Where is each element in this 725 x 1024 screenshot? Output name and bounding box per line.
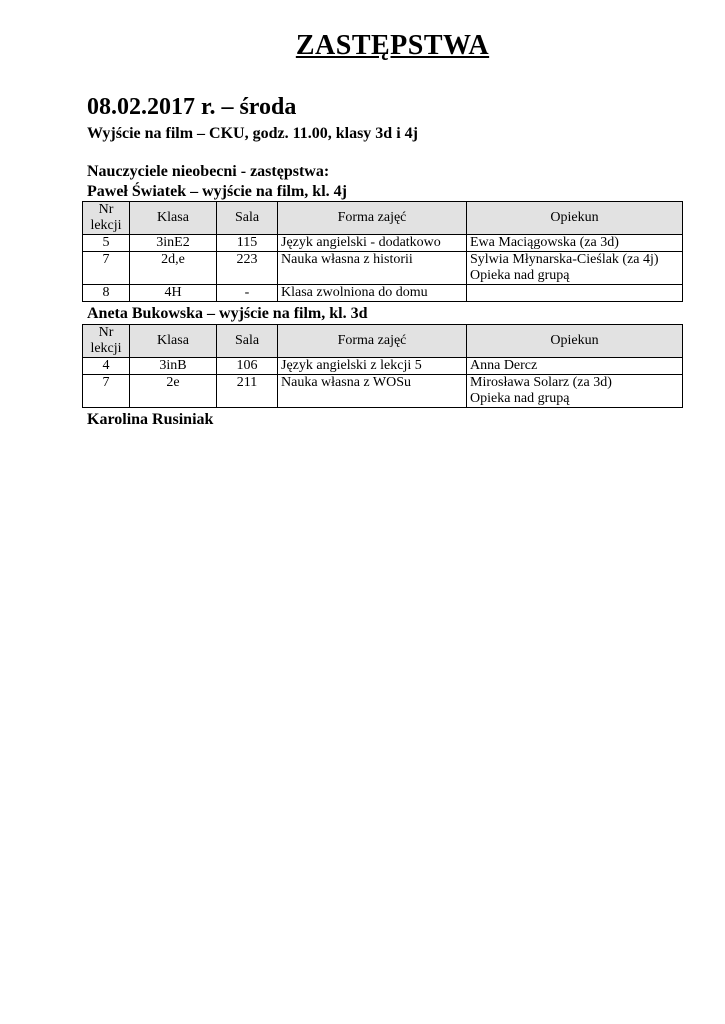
cell-sala: 223 [217, 252, 278, 285]
page-title: ZASTĘPSTWA [295, 30, 490, 61]
cell-nr: 7 [83, 252, 130, 285]
cell-forma: Język angielski - dodatkowo [278, 235, 467, 252]
cell-klasa: 2d,e [130, 252, 217, 285]
table-row [83, 375, 683, 408]
cell-opiekun-line1: Ewa Maciągowska (za 3d) [470, 235, 619, 250]
cell-opiekun-line1: Anna Dercz [470, 358, 538, 373]
header-klasa: Klasa [130, 325, 217, 358]
header-nr [83, 202, 130, 235]
cell-forma: Nauka własna z WOSu [278, 375, 467, 408]
cell-opiekun-line1: Sylwia Młynarska-Cieślak (za 4j) [470, 252, 659, 267]
teacher-heading-3: Karolina Rusiniak [87, 411, 214, 428]
header-nr-line1: Nr [98, 325, 114, 340]
cell-nr: 5 [83, 235, 130, 252]
table-row [83, 358, 683, 375]
header-opiekun: Opiekun [467, 202, 683, 235]
cell-opiekun [467, 252, 683, 285]
cell-opiekun [467, 375, 683, 408]
table-header-row [83, 325, 683, 358]
header-nr [83, 325, 130, 358]
header-opiekun: Opiekun [467, 325, 683, 358]
cell-klasa: 3inB [130, 358, 217, 375]
event-info: Wyjście na film – CKU, godz. 11.00, klasy 3d i 4j [87, 125, 418, 142]
cell-nr: 4 [83, 358, 130, 375]
table-row [83, 235, 683, 252]
cell-forma: Klasa zwolniona do domu [278, 285, 467, 302]
header-sala: Sala [217, 202, 278, 235]
header-nr-line2: lekcji [90, 218, 122, 233]
cell-klasa: 4H [130, 285, 217, 302]
cell-sala: 115 [217, 235, 278, 252]
substitution-table-2 [82, 324, 683, 408]
cell-nr: 8 [83, 285, 130, 302]
substitution-table-1 [82, 201, 683, 302]
cell-klasa: 2e [130, 375, 217, 408]
cell-forma: Nauka własna z historii [278, 252, 467, 285]
header-klasa: Klasa [130, 202, 217, 235]
cell-opiekun-line2: Opieka nad grupą [470, 391, 570, 406]
header-sala: Sala [217, 325, 278, 358]
cell-sala: 211 [217, 375, 278, 408]
table-row [83, 252, 683, 285]
section-heading: Nauczyciele nieobecni - zastępstwa: [87, 163, 330, 180]
cell-nr: 7 [83, 375, 130, 408]
cell-klasa: 3inE2 [130, 235, 217, 252]
cell-opiekun [467, 358, 683, 375]
header-nr-line2: lekcji [90, 341, 122, 356]
cell-forma: Język angielski z lekcji 5 [278, 358, 467, 375]
header-nr-line1: Nr [98, 202, 114, 217]
teacher-heading-2: Aneta Bukowska – wyjście na film, kl. 3d [87, 305, 368, 322]
cell-opiekun [467, 285, 683, 302]
header-forma: Forma zajęć [278, 325, 467, 358]
table-row [83, 285, 683, 302]
cell-sala: 106 [217, 358, 278, 375]
header-forma: Forma zajęć [278, 202, 467, 235]
cell-sala: - [217, 285, 278, 302]
cell-opiekun [467, 235, 683, 252]
table-header-row [83, 202, 683, 235]
cell-opiekun-line1: Mirosława Solarz (za 3d) [470, 375, 612, 390]
date-heading: 08.02.2017 r. – środa [87, 94, 297, 120]
teacher-heading-1: Paweł Światek – wyjście na film, kl. 4j [87, 183, 347, 200]
cell-opiekun-line2: Opieka nad grupą [470, 268, 570, 283]
